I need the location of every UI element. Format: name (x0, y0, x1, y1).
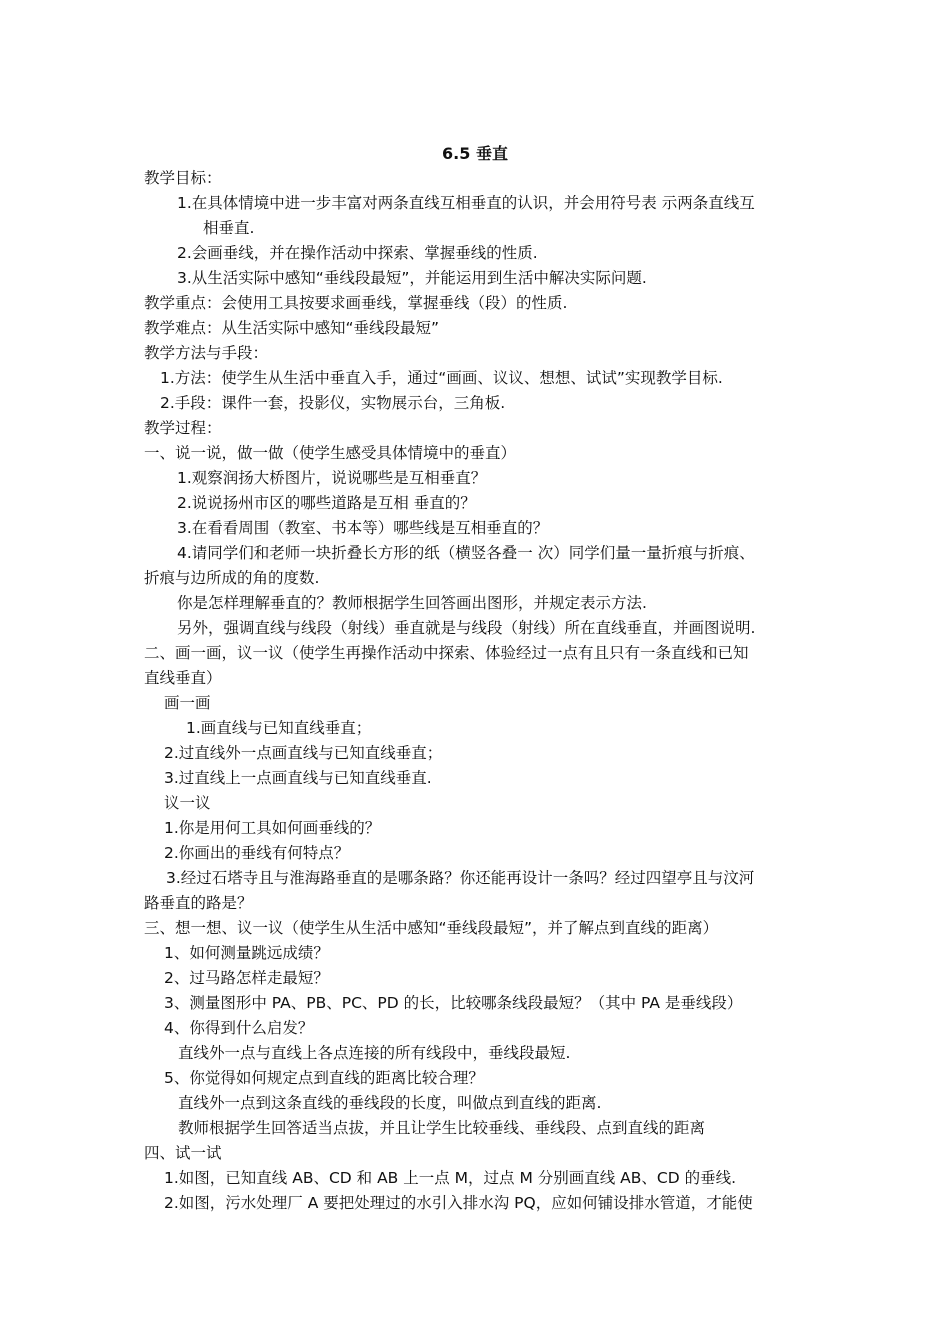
text-line: 2.手段：课件一套，投影仪，实物展示台，三角板. (160, 394, 506, 412)
text-line: 5、你觉得如何规定点到直线的距离比较合理？ (164, 1069, 484, 1087)
text-line: 教学难点：从生活实际中感知“垂线段最短” (144, 319, 440, 337)
text-line: 3.经过石塔寺且与淮海路垂直的是哪条路？你还能再设计一条吗？经过四望亭且与汶河 (166, 869, 755, 887)
text-line: 2.过直线外一点画直线与已知直线垂直； (164, 744, 443, 762)
text-line: 1.方法：使学生从生活中垂直入手，通过“画画、议议、想想、试试”实现教学目标. (160, 369, 723, 387)
document-title: 6.5 垂直 (442, 144, 508, 163)
text-line: 3.过直线上一点画直线与已知直线垂直. (164, 769, 432, 787)
text-line: 4.请同学们和老师一块折叠长方形的纸（横竖各叠一 次）同学们量一量折痕与折痕、 (177, 544, 755, 562)
text-line: 1.观察润扬大桥图片，说说哪些是互相垂直？ (177, 469, 487, 487)
text-line: 2.如图，污水处理厂 A 要把处理过的水引入排水沟 PQ，应如何铺设排水管道，才能使 (164, 1194, 753, 1212)
text-line: 3、测量图形中 PA、PB、PC、PD 的长，比较哪条线段最短？（其中 PA 是垂线段） (164, 994, 743, 1012)
text-line: 画一画 (164, 694, 211, 712)
text-line: 1.在具体情境中进一步丰富对两条直线互相垂直的认识，并会用符号表 示两条直线互 (177, 194, 755, 212)
text-line: 三、想一想、议一议（使学生从生活中感知“垂线段最短”，并了解点到直线的距离） (144, 919, 719, 937)
text-line: 3.在看看周围（教室、书本等）哪些线是互相垂直的？ (177, 519, 549, 537)
text-line: 另外，强调直线与线段（射线）垂直就是与线段（射线）所在直线垂直，并画图说明. (177, 619, 756, 637)
text-line: 2.你画出的垂线有何特点？ (164, 844, 350, 862)
text-line: 直线外一点到这条直线的垂线段的长度，叫做点到直线的距离. (178, 1094, 602, 1112)
text-line: 二、画一画，议一议（使学生再操作活动中探索、体验经过一点有且只有一条直线和已知 (144, 644, 749, 662)
text-line: 1.如图，已知直线 AB、CD 和 AB 上一点 M，过点 M 分别画直线 AB、CD 的垂线. (164, 1169, 737, 1187)
text-line: 1.画直线与已知直线垂直； (186, 719, 372, 737)
text-line: 2、过马路怎样走最短？ (164, 969, 329, 987)
text-line: 路垂直的路是？ (144, 894, 253, 912)
text-line: 3.从生活实际中感知“垂线段最短”，并能运用到生活中解决实际问题. (177, 269, 647, 287)
text-line: 直线垂直） (144, 669, 222, 687)
text-line: 直线外一点与直线上各点连接的所有线段中，垂线段最短. (178, 1044, 571, 1062)
text-line: 2.说说扬州市区的哪些道路是互相 垂直的？ (177, 494, 476, 512)
text-line: 一、说一说，做一做（使学生感受具体情境中的垂直） (144, 444, 517, 462)
text-line: 教学目标： (144, 169, 222, 187)
text-line: 四、试一试 (144, 1144, 222, 1162)
text-line: 1.你是用何工具如何画垂线的？ (164, 819, 381, 837)
text-line: 4、你得到什么启发？ (164, 1019, 314, 1037)
text-line: 折痕与边所成的角的度数. (144, 569, 320, 587)
text-line: 相垂直. (203, 219, 255, 237)
text-line: 教学方法与手段： (144, 344, 269, 362)
text-line: 教师根据学生回答适当点拔，并且让学生比较垂线、垂线段、点到直线的距离 (178, 1119, 706, 1137)
text-line: 1、如何测量跳远成绩？ (164, 944, 329, 962)
text-line: 2.会画垂线，并在操作活动中探索、掌握垂线的性质. (177, 244, 538, 262)
text-line: 你是怎样理解垂直的？教师根据学生回答画出图形，并规定表示方法. (177, 594, 647, 612)
text-line: 教学重点：会使用工具按要求画垂线，掌握垂线（段）的性质. (144, 294, 568, 312)
text-line: 教学过程： (144, 419, 222, 437)
text-line: 议一议 (164, 794, 211, 812)
